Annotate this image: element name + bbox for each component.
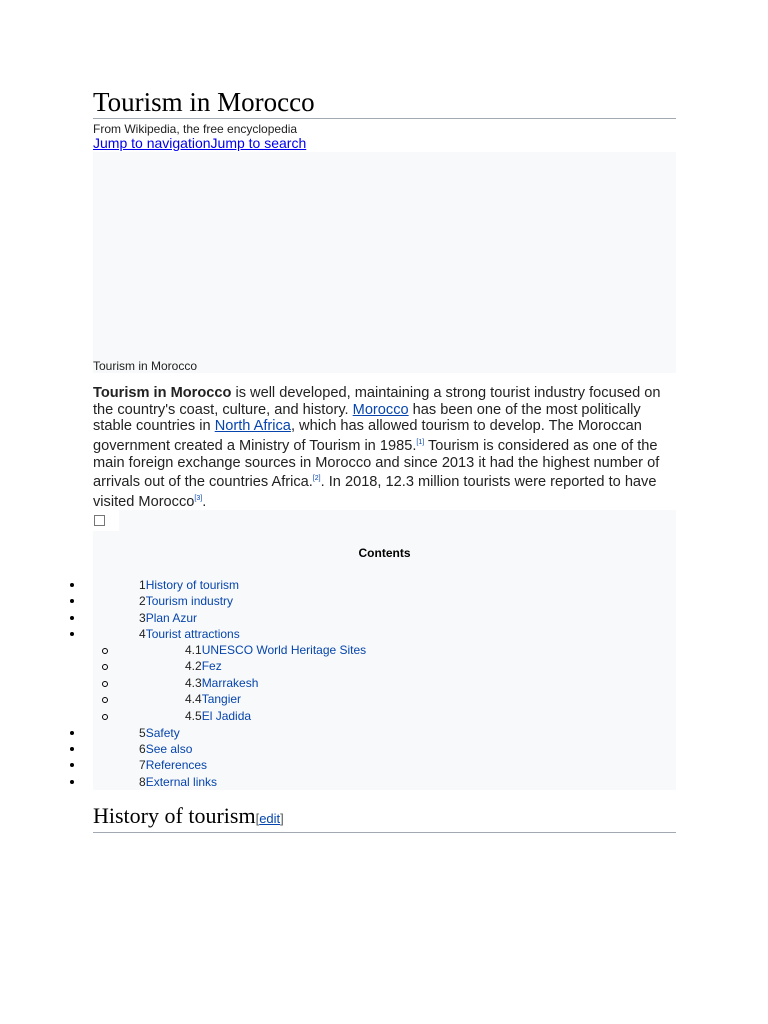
image-caption: Tourism in Morocco — [93, 359, 198, 373]
toc-title: Contents — [358, 546, 411, 560]
toc-item-marker — [70, 747, 74, 751]
toc-item-label: Tangier — [201, 692, 242, 706]
toc-item-number: 3 — [139, 611, 146, 625]
toc-item-marker — [70, 632, 74, 636]
toc-item-number: 4.1 — [185, 643, 202, 657]
toc-item-marker — [70, 583, 74, 587]
toc-item-number: 4.3 — [185, 676, 202, 690]
jump-to-navigation-link[interactable]: Jump to navigation — [93, 135, 211, 151]
toc-item-label: External links — [145, 775, 218, 789]
toc-subitem-marker — [102, 648, 108, 654]
toc-subitem-marker — [102, 697, 108, 703]
lead-text-5: . In 2018, 12.3 million tourists were reported to have visited Morocco — [93, 474, 657, 510]
toc-item-label: Plan Azur — [145, 611, 198, 625]
toc-item-4-3[interactable] — [185, 676, 258, 690]
toc-toggle-checkbox[interactable] — [94, 515, 105, 526]
toc-item-label: Marrakesh — [201, 676, 259, 690]
edit-section — [256, 811, 284, 826]
edit-section-link[interactable]: edit — [259, 811, 281, 826]
edit-bracket-close: ] — [280, 811, 284, 826]
lead-text-4: Tourism is considered as one of the main foreign exchange sources in Morocco and since 2013 it had the highest number of arrivals out of the countries Africa. — [93, 437, 660, 491]
lead-text-2: has been one of the most politically stable countries in — [93, 401, 641, 435]
toc-item-marker — [70, 763, 74, 767]
toc-subitem-marker — [102, 681, 108, 687]
toc-item-4-5[interactable] — [185, 709, 251, 723]
toc-item-marker — [70, 780, 74, 784]
toc-subitem-marker — [102, 714, 108, 720]
edit-bracket-open: [ — [255, 811, 260, 826]
article-image-placeholder[interactable] — [93, 152, 676, 373]
toc-item-label: Safety — [145, 726, 180, 740]
lead-bold-term: Tourism in Morocco — [93, 385, 232, 401]
jump-links — [93, 135, 306, 152]
toc-item-number: 5 — [139, 726, 146, 740]
toc-item-label: Tourism industry — [145, 594, 234, 608]
toc-item-8[interactable] — [139, 775, 217, 789]
toc-item-7[interactable] — [139, 758, 207, 772]
toc-item-4-1[interactable] — [185, 643, 366, 657]
reference-2-link[interactable]: [2] — [312, 475, 321, 483]
toc-item-3[interactable] — [139, 611, 197, 625]
toc-item-number: 2 — [139, 594, 146, 608]
toc-item-label: Tourist attractions — [145, 627, 240, 641]
toc-item-number: 8 — [139, 775, 146, 789]
toc-item-number: 7 — [139, 758, 146, 772]
lead-paragraph — [93, 385, 676, 511]
toc-subitem-marker — [102, 664, 108, 670]
toc-item-2[interactable] — [139, 594, 233, 608]
toc-item-label: UNESCO World Heritage Sites — [201, 643, 367, 657]
toc-item-4[interactable] — [139, 627, 240, 641]
toc-item-label: Fez — [201, 659, 222, 673]
page-title: Tourism in Morocco — [93, 86, 676, 119]
section-heading-text: History of tourism — [93, 803, 256, 828]
jump-to-search-link[interactable]: Jump to search — [210, 135, 307, 151]
toc-item-number: 4.5 — [185, 709, 202, 723]
toc-item-5[interactable] — [139, 726, 180, 740]
toc-toggle-area — [93, 510, 119, 531]
toc-item-marker — [70, 599, 74, 603]
site-tagline: From Wikipedia, the free encyclopedia — [93, 122, 298, 136]
toc-item-4-4[interactable] — [185, 692, 241, 706]
toc-item-label: References — [145, 758, 208, 772]
lead-text-1: is well developed, maintaining a strong tourist industry focused on the country's coast, culture, and history. — [93, 385, 661, 418]
toc-item-marker — [70, 731, 74, 735]
toc-item-4-2[interactable] — [185, 659, 222, 673]
morocco-link[interactable]: Morocco — [352, 401, 409, 418]
reference-1-link[interactable]: [1] — [416, 439, 425, 447]
toc-item-label: History of tourism — [145, 578, 240, 592]
section-heading-history — [93, 803, 676, 833]
reference-3-link[interactable]: [3] — [194, 494, 203, 502]
toc-item-marker — [70, 616, 74, 620]
toc-item-6[interactable] — [139, 742, 192, 756]
lead-text-3: , which has allowed tourism to develop. The Moroccan government created a Ministry of Tourism in 1985. — [93, 418, 642, 454]
toc-item-number: 4 — [139, 627, 146, 641]
toc-item-label: See also — [145, 742, 193, 756]
lead-text-6: . — [202, 493, 207, 510]
toc-item-number: 4.2 — [185, 659, 202, 673]
toc-item-number: 1 — [139, 578, 146, 592]
toc-item-number: 6 — [139, 742, 146, 756]
toc-item-1[interactable] — [139, 578, 239, 592]
toc-item-label: El Jadida — [201, 709, 252, 723]
north-africa-link[interactable]: North Africa — [214, 418, 291, 435]
toc-item-number: 4.4 — [185, 692, 202, 706]
